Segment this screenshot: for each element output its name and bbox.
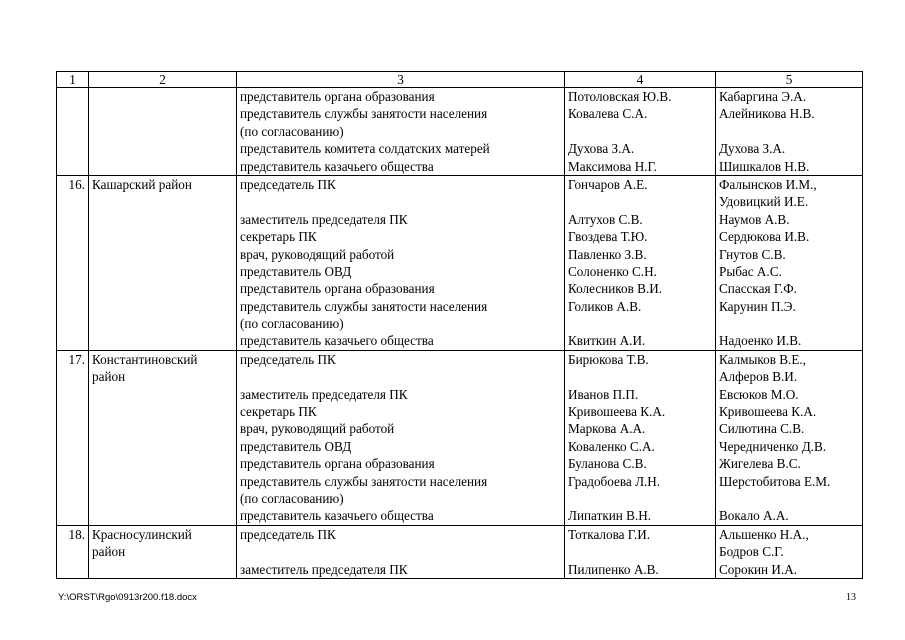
role-line xyxy=(240,368,561,385)
commission-table xyxy=(56,71,863,579)
member-line: Тоткалова Г.И. xyxy=(568,526,651,542)
deputy-line: Фалынсков И.М., xyxy=(719,176,817,192)
member-line: Иванов П.П. xyxy=(568,386,639,402)
table-row xyxy=(57,175,863,350)
header-cell-4: 4 xyxy=(565,72,716,88)
role-line: представитель органа образования xyxy=(240,456,435,472)
member-line xyxy=(568,193,712,210)
deputy-line: Наумов А.В. xyxy=(719,211,790,227)
deputy-line: Кабаргина Э.А. xyxy=(719,89,807,104)
deputy-line: Алферов В.И. xyxy=(719,369,798,385)
member-line: Кривошеева К.А. xyxy=(568,404,666,420)
deputy-line: Чередниченко Д.В. xyxy=(719,438,827,454)
footer-file-path: Y:\ORST\Rgo\0913r200.f18.docx xyxy=(58,592,197,603)
member-line: Алтухов С.В. xyxy=(568,211,643,227)
deputy-line xyxy=(719,490,859,507)
role-line: председатель ПК xyxy=(240,526,336,542)
roles-cell xyxy=(237,88,565,176)
row-number: 18. xyxy=(57,525,89,578)
members-cell xyxy=(565,350,716,525)
district-cell xyxy=(89,88,237,176)
member-line: Гончаров А.Е. xyxy=(568,176,648,192)
table-row xyxy=(57,88,863,176)
district-line: район xyxy=(92,369,126,385)
role-line: представитель ОВД xyxy=(240,438,352,454)
district-cell xyxy=(89,525,237,578)
deputy-line: Гнутов С.В. xyxy=(719,246,786,262)
member-line xyxy=(568,123,712,140)
role-line: представитель органа образования xyxy=(240,281,435,297)
member-line: Солоненко С.Н. xyxy=(568,263,657,279)
roles-cell xyxy=(237,175,565,350)
deputies-cell xyxy=(716,350,863,525)
deputy-line: Рыбас А.С. xyxy=(719,263,782,279)
district-line: Константиновский xyxy=(92,351,198,367)
deputy-line: Вокало А.А. xyxy=(719,508,789,524)
page-number: 13 xyxy=(846,592,856,603)
member-line: Липаткин В.Н. xyxy=(568,508,652,524)
deputy-line: Евсюков М.О. xyxy=(719,386,799,402)
member-line: Квиткин А.И. xyxy=(568,333,646,349)
role-line: (по согласованию) xyxy=(240,490,344,506)
header-row xyxy=(57,72,863,88)
role-line: (по согласованию) xyxy=(240,123,344,139)
deputy-line: Спасская Г.Ф. xyxy=(719,281,797,297)
deputy-line: Сердюкова И.В. xyxy=(719,229,810,245)
role-line: представитель ОВД xyxy=(240,263,352,279)
table-row xyxy=(57,350,863,525)
deputy-line xyxy=(719,315,859,332)
member-line: Бирюкова Т.В. xyxy=(568,351,649,367)
role-line: врач, руководящий работой xyxy=(240,421,395,437)
members-cell xyxy=(565,175,716,350)
deputy-line: Шишкалов Н.В. xyxy=(719,158,810,174)
member-line xyxy=(568,368,712,385)
district-cell xyxy=(89,350,237,525)
member-line: Колесников В.И. xyxy=(568,281,663,297)
role-line: заместитель председателя ПК xyxy=(240,386,408,402)
member-line: Потоловская Ю.В. xyxy=(568,89,672,104)
deputy-line: Надоенко И.В. xyxy=(719,333,802,349)
row-number: 16. xyxy=(57,175,89,350)
member-line: Голиков А.В. xyxy=(568,298,642,314)
roles-cell xyxy=(237,350,565,525)
deputy-line: Бодров С.Г. xyxy=(719,544,784,560)
role-line: представитель органа образования xyxy=(240,89,435,104)
district-line: Красносулинский xyxy=(92,526,192,542)
deputy-line: Сорокин И.А. xyxy=(719,561,798,577)
role-line: секретарь ПК xyxy=(240,404,317,420)
deputy-line: Жигелева В.С. xyxy=(719,456,801,472)
role-line: представитель службы занятости населения xyxy=(240,298,488,314)
role-line: представитель казачьего общества xyxy=(240,508,434,524)
deputy-line: Шерстобитова Е.М. xyxy=(719,473,831,489)
role-line: представитель комитета солдатских матерей xyxy=(240,141,490,157)
role-line: секретарь ПК xyxy=(240,229,317,245)
deputies-cell xyxy=(716,525,863,578)
member-line: Пилипенко А.В. xyxy=(568,561,659,577)
member-line: Маркова А.А. xyxy=(568,421,646,437)
member-line: Духова З.А. xyxy=(568,141,635,157)
header-cell-2: 2 xyxy=(89,72,237,88)
deputy-line: Удовицкий И.Е. xyxy=(719,194,809,210)
member-line: Буланова С.В. xyxy=(568,456,647,472)
role-line: представитель казачьего общества xyxy=(240,158,434,174)
header-cell-1: 1 xyxy=(57,72,89,88)
role-line xyxy=(240,543,561,560)
deputies-cell xyxy=(716,175,863,350)
role-line: заместитель председателя ПК xyxy=(240,561,408,577)
member-line: Гвоздева Т.Ю. xyxy=(568,229,648,245)
member-line xyxy=(568,315,712,332)
role-line: врач, руководящий работой xyxy=(240,246,395,262)
district-cell xyxy=(89,175,237,350)
deputy-line: Альшенко Н.А., xyxy=(719,526,809,542)
role-line: представитель службы занятости населения xyxy=(240,106,488,122)
deputy-line: Алейникова Н.В. xyxy=(719,106,815,122)
member-line: Павленко З.В. xyxy=(568,246,647,262)
member-line: Максимова Н.Г. xyxy=(568,158,657,174)
member-line xyxy=(568,490,712,507)
row-number: 17. xyxy=(57,350,89,525)
deputy-line: Карунин П.Э. xyxy=(719,298,796,314)
deputy-line: Кривошеева К.А. xyxy=(719,404,817,420)
deputy-line xyxy=(719,123,859,140)
table-body xyxy=(57,72,863,579)
deputies-cell xyxy=(716,88,863,176)
header-cell-5: 5 xyxy=(716,72,863,88)
role-line: председатель ПК xyxy=(240,176,336,192)
member-line xyxy=(568,543,712,560)
district-line: район xyxy=(92,544,126,560)
role-line: представитель службы занятости населения xyxy=(240,473,488,489)
roles-cell xyxy=(237,525,565,578)
role-line: представитель казачьего общества xyxy=(240,333,434,349)
members-cell xyxy=(565,525,716,578)
deputy-line: Калмыков В.Е., xyxy=(719,351,806,367)
member-line: Ковалева С.А. xyxy=(568,106,648,122)
role-line xyxy=(240,193,561,210)
deputy-line: Духова З.А. xyxy=(719,141,786,157)
members-cell xyxy=(565,88,716,176)
role-line: заместитель председателя ПК xyxy=(240,211,408,227)
role-line: (по согласованию) xyxy=(240,316,344,332)
header-cell-3: 3 xyxy=(237,72,565,88)
role-line: председатель ПК xyxy=(240,351,336,367)
row-number xyxy=(57,88,89,176)
table-row xyxy=(57,525,863,578)
deputy-line: Силютина С.В. xyxy=(719,421,805,437)
member-line: Коваленко С.А. xyxy=(568,438,655,454)
district-line: Кашарский район xyxy=(92,176,192,192)
member-line: Градобоева Л.Н. xyxy=(568,473,661,489)
